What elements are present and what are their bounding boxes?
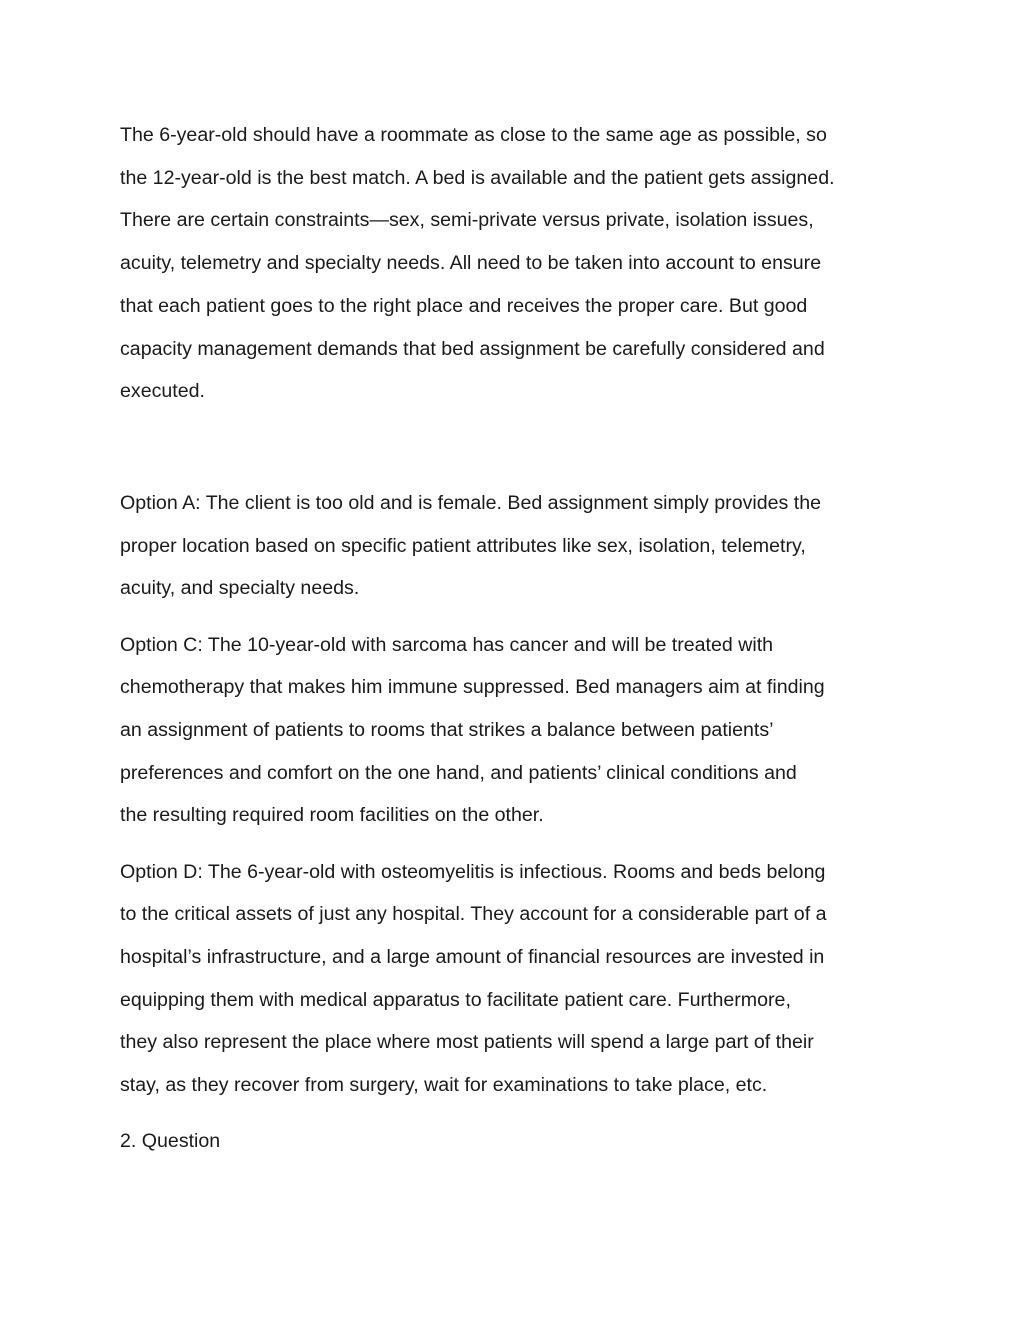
text-line: capacity management demands that bed assignment be carefully considered and [120,337,825,360]
paragraph-spacer [120,610,910,624]
text-line: the resulting required room facilities on the other. [120,804,544,827]
text-line: proper location based on specific patient attributes like sex, isolation, telemetry, [120,534,806,557]
text-line: 2. Question [120,1130,221,1153]
text-line: There are certain constraints—sex, semi-private versus private, isolation issues, [120,209,814,232]
text-line: Option C: The 10-year-old with sarcoma has cancer and will be treated with [120,633,774,656]
text-line: stay, as they recover from surgery, wait for examinations to take place, etc. [120,1074,768,1097]
text-line: Option A: The client is too old and is female. Bed assignment simply provides the [120,491,822,514]
text-line: preferences and comfort on the one hand, and patients’ clinical conditions and [120,761,797,784]
paragraph-spacer [120,837,910,851]
text-line: acuity, and specialty needs. [120,577,360,600]
text-line: executed. [120,380,205,403]
text-line: the 12-year-old is the best match. A bed is available and the patient gets assigned. [120,166,835,189]
text-line: The 6-year-old should have a roommate as close to the same age as possible, so [120,124,827,146]
text-line: they also represent the place where most patients will spend a large part of their [120,1031,814,1054]
question-heading [120,1120,910,1163]
paragraph-spacer [120,1107,910,1121]
text-line: equipping them with medical apparatus to facilitate patient care. Furthermore, [120,988,791,1011]
paragraph-spacer [120,413,910,482]
text-line: Option D: The 6-year-old with osteomyelitis is infectious. Rooms and beds belong [120,860,826,883]
text-line: chemotherapy that makes him immune suppressed. Bed managers aim at finding [120,676,825,699]
text-line: that each patient goes to the right place and receives the proper care. But good [120,294,808,317]
text-line: hospital’s infrastructure, and a large amount of financial resources are invested in [120,945,825,968]
option-a-paragraph [120,482,910,610]
text-line: to the critical assets of just any hospital. They account for a considerable part of a [120,903,827,926]
text-line: an assignment of patients to rooms that strikes a balance between patients’ [120,718,774,741]
document-page [120,114,910,1163]
text-line: acuity, telemetry and specialty needs. All need to be taken into account to ensure [120,252,822,275]
option-c-paragraph [120,624,910,838]
intro-paragraph [120,114,910,413]
option-d-paragraph [120,851,910,1107]
